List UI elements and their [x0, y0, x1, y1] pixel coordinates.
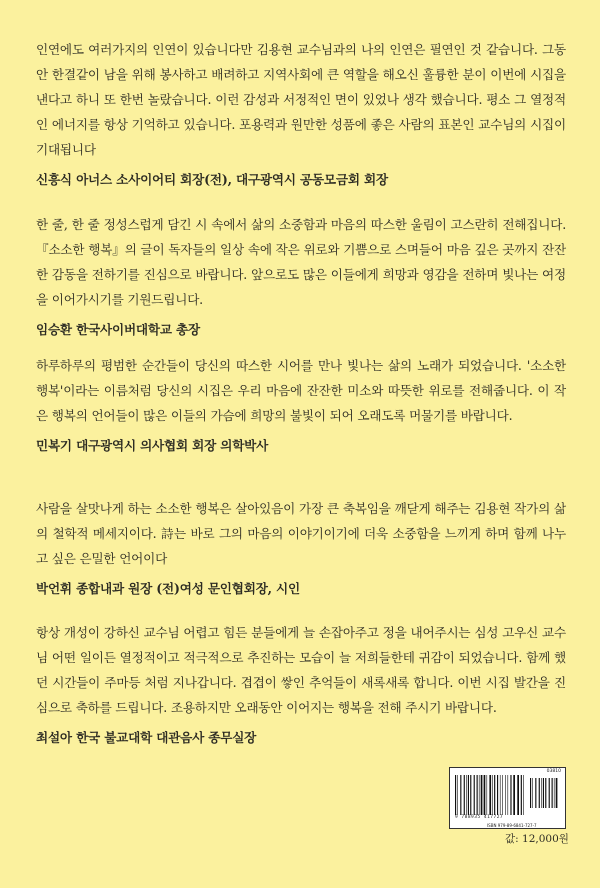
endorsement-text: 항상 개성이 강하신 교수님 어렵고 힘든 분들에게 늘 손잡아주고 정을 내어주시는 심성 고우신 교수님 어떤 일이든 열정적이고 적극적으로 추진하는 모습이 늘 저희들한테 귀감이 되었습니다. 함께 했던 시간들이 주마등 처럼 지나갑니다. 겹겹이 쌓인 추억들이 새록새록 합니다. 이번 시집 발간을 진심으로 축하를 드립니다. 조용하지만 오래동안 이어지는 행복을 전해 주시기 바랍니다. — [36, 625, 566, 715]
endorsement — [36, 496, 566, 599]
endorsement — [36, 37, 566, 190]
endorsement-text: 인연에도 여러가지의 인연이 있습니다만 김용현 교수님과의 나의 인연은 필연인 것 같습니다. 그동안 한결같이 남을 위해 봉사하고 배려하고 지역사회에 큰 역할을 해오신 훌륭한 분이 이번에 시집을 낸다고 하니 또 한번 놀랐습니다. 이런 감성과 서정적인 면이 있었나 생각 했습니다. 평소 그 열정적인 에너지를 항상 기억하고 있습니다. 포용력과 원만한 성품에 좋은 사람의 표본인 교수님의 시집이 기대됩니다 — [36, 42, 566, 157]
endorsement — [36, 620, 566, 748]
isbn-barcode — [449, 767, 566, 829]
addon-bars — [530, 778, 560, 808]
endorsement-author: 임승환 한국사이버대학교 총장 — [36, 322, 200, 337]
barcode-bars — [455, 775, 525, 815]
endorsement — [36, 353, 566, 456]
endorsement-author: 박언휘 종합내과 원장 (전)여성 문인협회장, 시인 — [36, 581, 300, 596]
isbn-number: ISBN 979-89-6841-727-7 — [487, 823, 537, 828]
endorsement-text: 하루하루의 평범한 순간들이 당신의 따스한 시어를 만나 빛나는 삶의 노래가 되었습니다. '소소한 행복'이라는 이름처럼 당신의 시집은 우리 마음에 잔잔한 미소와 따뜻한 위로를 전해줍니다. 이 작은 행복의 언어들이 많은 이들의 가슴에 희망의 불빛이 되어 오래도록 머물기를 바랍니다. — [36, 358, 566, 423]
price-label: 값: 12,000원 — [505, 833, 569, 845]
endorsement-author: 신흥식 아너스 소사이어티 회장(전), 대구광역시 공동모금회 회장 — [36, 172, 388, 187]
endorsement-text: 사람을 살맛나게 하는 소소한 행복은 살아있음이 가장 큰 축복임을 깨닫게 해주는 김용현 작가의 삶의 철학적 메세지이다. 詩는 바로 그의 마음의 이야기이기에 더욱 소중함을 느끼게 하며 함께 나누고 싶은 은밀한 언어이다 — [36, 501, 566, 566]
endorsement — [36, 212, 566, 340]
barcode-digits: 9 788935 417727 — [455, 815, 504, 820]
endorsement-author: 최설아 한국 불교대학 대관음사 종무실장 — [36, 730, 257, 745]
endorsement-text: 한 줄, 한 줄 정성스럽게 담긴 시 속에서 삶의 소중함과 마음의 따스한 울림이 고스란히 전해집니다.『소소한 행복』의 글이 독자들의 일상 속에 작은 위로와 기쁨으로 스며들어 마음 깊은 곳까지 잔잔한 감동을 전하기를 진심으로 바랍니다. 앞으로도 많은 이들에게 희망과 영감을 전하며 빛나는 여정을 이어가시기를 기원드립니다. — [36, 217, 566, 307]
endorsement-author: 민복기 대구광역시 의사협회 회장 의학박사 — [36, 438, 269, 453]
barcode-addon-code: 03810 — [546, 769, 561, 774]
